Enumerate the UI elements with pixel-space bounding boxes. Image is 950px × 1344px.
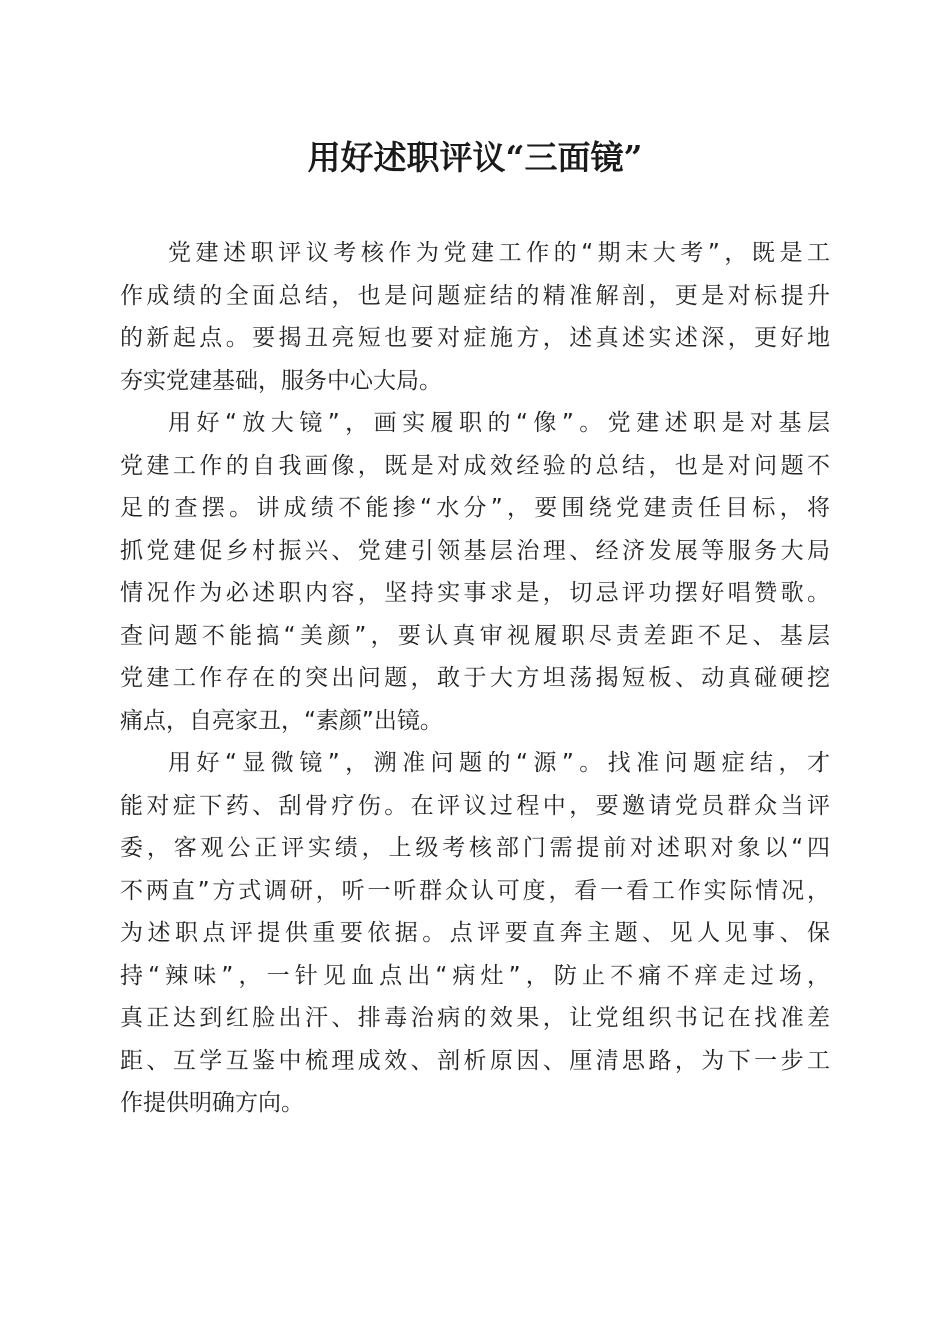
paragraph-line: 不两直”方式调研，听一听群众认可度，看一看工作实际情况， bbox=[120, 877, 830, 904]
paragraph-intro bbox=[120, 232, 830, 402]
paragraph-magnifier bbox=[120, 402, 830, 742]
paragraph-line: 党建工作的自我画像，既是对成效经验的总结，也是对问题不 bbox=[120, 452, 830, 479]
document-title: 用好述职评议“三面镜” bbox=[307, 138, 643, 177]
paragraph-line: 为述职点评提供重要依据。点评要直奔主题、见人见事、保 bbox=[120, 920, 830, 946]
paragraph-line: 情况作为必述职内容，坚持实事求是，切忌评功摆好唱赞歌。 bbox=[120, 580, 830, 606]
paragraph-line: 党建述职评议考核作为党建工作的“期末大考”，既是工 bbox=[168, 240, 830, 266]
paragraph-line: 足的查摆。讲成绩不能掺“水分”，要围绕党建责任目标，将 bbox=[120, 495, 830, 521]
paragraph-line: 委，客观公正评实绩，上级考核部门需提前对述职对象以“四 bbox=[120, 835, 830, 861]
paragraph-line: 真正达到红脸出汗、排毒治病的效果，让党组织书记在找准差 bbox=[120, 1005, 830, 1031]
paragraph-line: 党建工作存在的突出问题，敢于大方坦荡揭短板、动真碰硬挖 bbox=[120, 665, 830, 691]
paragraph-microscope bbox=[120, 742, 830, 1125]
paragraph-line: 夯实党建基础，服务中心大局。 bbox=[120, 367, 442, 394]
paragraph-line: 用好“放大镜”，画实履职的“像”。党建述职是对基层 bbox=[168, 410, 830, 436]
paragraph-line: 抓党建促乡村振兴、党建引领基层治理、经济发展等服务大局 bbox=[120, 537, 830, 564]
paragraph-line: 用好“显微镜”，溯准问题的“源”。找准问题症结，才 bbox=[168, 750, 830, 776]
paragraph-line: 能对症下药、刮骨疗伤。在评议过程中，要邀请党员群众当评 bbox=[120, 792, 830, 819]
paragraph-line: 持“辣味”，一针见血点出“病灶”，防止不痛不痒走过场， bbox=[120, 962, 830, 989]
paragraph-line: 距、互学互鉴中梳理成效、剖析原因、厘清思路，为下一步工 bbox=[120, 1047, 830, 1074]
paragraph-line: 的新起点。要揭丑亮短也要对症施方，述真述实述深，更好地 bbox=[120, 325, 830, 351]
paragraph-line: 查问题不能搞“美颜”，要认真审视履职尽责差距不足、基层 bbox=[120, 622, 830, 649]
document-body bbox=[120, 232, 830, 1125]
paragraph-line: 作提供明确方向。 bbox=[120, 1090, 304, 1116]
paragraph-line: 作成绩的全面总结，也是问题症结的精准解剖，更是对标提升 bbox=[120, 282, 830, 309]
paragraph-line: 痛点，自亮家丑，“素颜”出镜。 bbox=[120, 707, 443, 734]
